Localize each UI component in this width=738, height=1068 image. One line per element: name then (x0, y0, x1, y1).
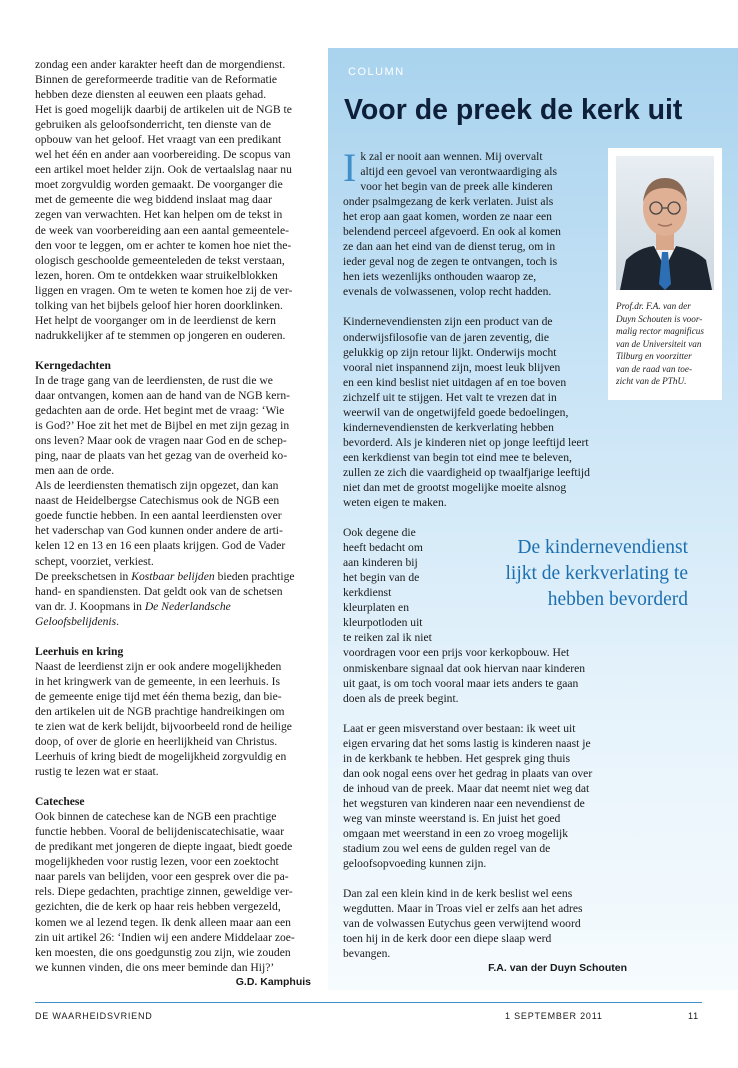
heading-leerhuis: Leerhuis en kring (35, 644, 124, 658)
left-signature: G.D. Kamphuis (235, 975, 311, 988)
kerngedachten-paragraph: In de trage gang van de leerdiensten, de rust die we daar ontvangen, komen aan de hand van de NGB kern- gedachten aan de orde. Het begint met de vraag: ‘Wie is God?’ Hoe zit het met de Bijbel en met zijn gezag in ons leven? Maar ook de vragen naar God en de schep- ping, naar de plaats van het gezag van de overheid ko- men aan de orde. Als de leerdiensten thematisch zijn opgezet, dan kan naast de Heidelbergse Catechismus ook de NGB een goede functie hebben. In een aantal leerdiensten over het vaderschap van God kunnen onder andere de arti- kelen 12 en 13 en 16 een plaats krijgen. God de Vader schept, voorziet, verkiest. De preekschetsen in Kostbaar belijden bieden prachtige hand- en spandiensten. Dat geldt ook van de schetsen van dr. J. Koopmans in De Nederlandsche Geloofsbelijdenis. (35, 373, 295, 628)
column-paragraph-1: Ik zal er nooit aan wennen. Mij overvalt altijd een gevoel van verontwaardiging als voor het begin van de preek alle kinderen onder psalmgezang de kerk verlaten. Juist als het erop aan gaat komen, worden ze naar een belendend perceel afgevoerd. En ook al komen ze dan aan het eind van de dienst terug, om in ieder geval nog de zegen te ontvangen, toch is hen iets wezenlijks onthouden waarop ze, evenals de volwassenen, volop recht hadden. (343, 145, 561, 299)
column-signature: F.A. van der Duyn Schouten (488, 962, 627, 975)
footer-magazine: DE WAARHEIDSVRIEND (35, 1011, 153, 1021)
footer-date: 1 SEPTEMBER 2011 (505, 1011, 603, 1021)
column-paragraph-4: Laat er geen misverstand over bestaan: ik weet uit eigen ervaring dat het soms lastig is kinderen naast je in de kerkbank te hebben. Het gesprek ging thuis dan ook nogal eens over het gedrag in plaats van over de inhoud van de preek. Maar dat neemt niet weg dat het wegsturen van kinderen naar een nevendienst de weg van minste weerstand is. En juist het goed omgaan met weerstand in een zo vroeg mogelijk stadium zou wel eens de gulden regel van de geloofsopvoeding kunnen zijn. (343, 721, 593, 871)
heading-catechese: Catechese (35, 795, 85, 809)
left-article-column (35, 57, 311, 990)
column-title: Voor de preek de kerk uit (344, 94, 683, 126)
author-photo (616, 156, 714, 290)
heading-kerngedachten: Kerngedachten (35, 358, 111, 372)
column-kicker: COLUMN (348, 66, 405, 78)
photo-caption: Prof.dr. F.A. van der Duyn Schouten is voor- malig rector magnificus van de Universiteit van Tilburg en voorzitter van de raad van toe- zicht van de PThU. (616, 301, 704, 386)
footer-rule (35, 1002, 702, 1003)
column-paragraph-5: Dan zal een klein kind in de kerk beslist wel eens wegdutten. Maar in Troas viel er zelfs aan het adres van de volwassen Eutychus geen verwijtend woord toen hij in de kerk door een diepe slaap werd bevangen. (343, 887, 583, 961)
footer-page-number: 11 (688, 1011, 699, 1021)
column-paragraph-2: Kindernevendiensten zijn een product van de onderwijsfilosofie van de jaren zeventig, die gelukkig op zijn retour lijkt. Onderwijs mocht vooral niet inspannend zijn, moest leuk blijven en een kind beslist niet uitdagen af en toe boven zichzelf uit te stijgen. Het valt te vrezen dat in weerwil van de ongetwijfeld goede bedoelingen, kindernevendiensten de kerkverlating hebben bevorderd. Als je kinderen niet op jonge leeftijd leert een kerkdienst van begin tot eind mee te beleven, zullen ze zich die vaardigheid op twaalfjarige leeftijd niet dan met de grootst mogelijke moeite alsnog weten eigen te maken. (343, 315, 590, 510)
pull-quote: De kindernevendienst lijkt de kerkverlating te hebben bevorderd (505, 537, 688, 610)
drop-cap: I (343, 145, 357, 190)
column-paragraph-3: Ook degene die heeft bedacht om aan kinderen bij het begin van de kerkdienst kleurplaten en kleurpotloden uit te reiken zal ik niet voordragen voor een prijs voor kerkopbouw. Het onmiskenbare signaal dat ook hiervan naar kinderen uit gaat, is om toch vooral maar iets anders te gaan doen als de preek begint. (343, 526, 586, 705)
leerhuis-paragraph: Naast de leerdienst zijn er ook andere mogelijkheden in het kringwerk van de gemeente, in een leerhuis. Is de gemeente enige tijd met één thema bezig, dan bie- den artikelen uit de NGB prachtige handreikingen om te zien wat de kerk belijdt, bijvoorbeeld rond de heilige doop, of over de glorie en heerlijkheid van Christus. Leerhuis of kring biedt de mogelijkheid zorgvuldig en rustig te lezen wat er staat. (35, 659, 292, 779)
intro-paragraph: zondag een ander karakter heeft dan de morgendienst. Binnen de gereformeerde traditie van de Reformatie hebben deze diensten al eeuwen een plaats gehad. Het is goed mogelijk daarbij de artikelen uit de NGB te gebruiken als geloofsonderricht, ten dienste van de opbouw van het geloof. Het vraagt van een predikant wel het één en ander aan voorbereiding. De scopus van een artikel moet helder zijn. Ook de vertaalslag naar nu moet zorgvuldig worden gemaakt. De voorganger die met de gemeente die weg biddend inslaat mag daar zegen van verwachten. Het kan helpen om de tekst in de week van voorbereiding aan een aantal gemeentele- den voor te leggen, om er achter te komen hoe niet the- ologisch geschoolde gemeenteleden de tekst verstaan, lezen, horen. Om te ontdekken waar struikelblokken liggen en vragen. Om te weten te komen hoe zij de ver- tolking van het bijbels geloof hier horen doorklinken. Het helpt de voorganger om in de leerdienst de kern nadrukkelijker af te stemmen op jongeren en ouderen. (35, 58, 293, 342)
catechese-paragraph: Ook binnen de catechese kan de NGB een prachtige functie hebben. Vooral de belijdeniscatechisatie, waar de predikant met jongeren de diepte ingaat, biedt goede mogelijkheden voor rustig lezen, voor een zoektocht naar parels van belijden, voor een gesprek over die pa- rels. Diepe gedachten, prachtige zinnen, geweldige ver- gezichten, die de kerk op haar reis hebben vergezeld, komen we al lezend tegen. Ik denk alleen maar aan een zin uit artikel 26: ‘Indien wij een andere Middelaar zoe- ken moesten, die ons goedgunstig zou zijn, wie zouden we kunnen vinden, die ons meer beminde dan Hij?’ (35, 810, 295, 974)
